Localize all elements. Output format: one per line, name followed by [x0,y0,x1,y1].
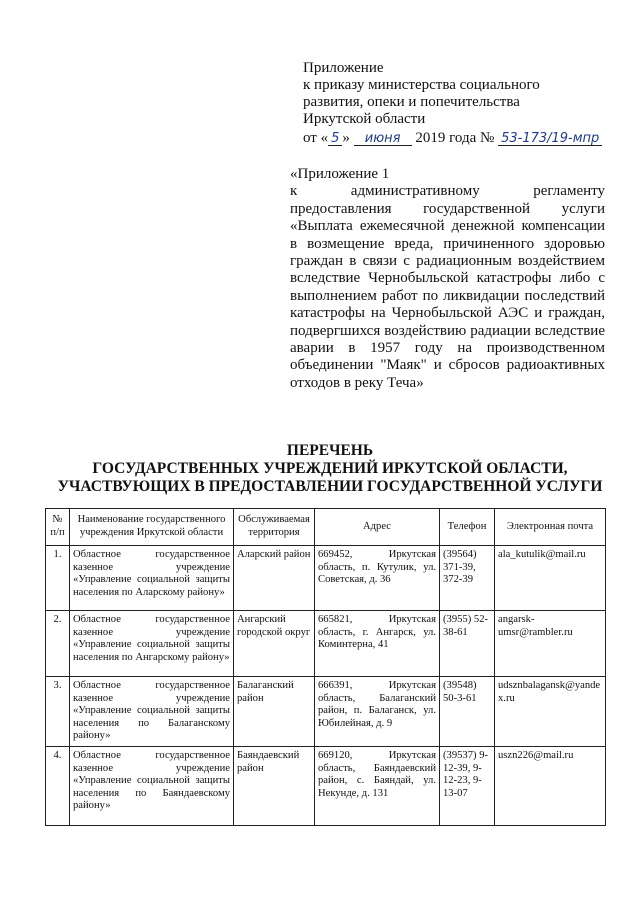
table-header-row [46,509,606,546]
appendix-line-4: Иркутской области [303,111,426,127]
appendix-line-2: к приказу министерства социального [303,77,540,93]
header-email: Электронная почта [495,509,606,546]
row-number: 2. [46,611,70,677]
appendix-line-3: развития, опеки и попечительства [303,94,520,110]
institution-name: Областное государственное казенное учреждение «Управление социальной защиты населения по Баяндаевскому району» [70,746,234,825]
institution-name: Областное государственное казенное учреждение «Управление социальной защиты населения по Аларскому району» [70,546,234,611]
territory: Балаганский район [234,677,315,747]
header-address: Адрес [315,509,440,546]
table-row [46,611,606,677]
appendix-block [303,60,603,147]
address: 669120, Иркутская область, Баяндаевский район, с. Баяндай, ул. Некунде, д. 131 [315,746,440,825]
address: 669452, Иркутская область, п. Кутулик, ул. Советская, д. 36 [315,546,440,611]
heading-line-3: УЧАСТВУЮЩИХ В ПРЕДОСТАВЛЕНИИ ГОСУДАРСТВЕННОЙ УСЛУГИ [57,478,603,495]
regulation-block [290,166,605,392]
row-number: 1. [46,546,70,611]
table-row [46,746,606,825]
date-sep: » [342,130,350,146]
list-heading [40,442,620,496]
email: ala_kutulik@mail.ru [495,546,606,611]
phone: (3955) 52-38-61 [440,611,495,677]
phone: (39537) 9-12-39, 9-12-23, 9-13-07 [440,746,495,825]
table-row [46,546,606,611]
date-prefix: от « [303,130,329,146]
phone: (39548) 50-3-61 [440,677,495,747]
header-number: № п/п [46,509,70,546]
address: 665821, Иркутская область, г. Ангарск, ул. Коминтерна, 41 [315,611,440,677]
territory: Баяндаевский район [234,746,315,825]
order-date-line [303,130,603,147]
institution-name: Областное государственное казенное учреждение «Управление социальной защиты населения по Балаганскому району» [70,677,234,747]
header-territory: Обслуживаемая территория [234,509,315,546]
header-phone: Телефон [440,509,495,546]
institutions-table [45,508,606,826]
institution-name: Областное государственное казенное учреждение «Управление социальной защиты населения по Ангарскому району» [70,611,234,677]
appendix-title: Приложение [303,60,384,76]
header-institution: Наименование государственного учреждения Иркутской области [70,509,234,546]
row-number: 4. [46,746,70,825]
territory: Ангарский городской округ [234,611,315,677]
regulation-text: к административному регламенту предоставления государственной услуги «Выплата ежемесячной денежной компенсации в возмещение вреда, причиненного здоровью граждан в связи с радиационным воздействием вследствие Чернобыльской катастрофы либо с выполнением работ по ликвидации последствий катастрофы на Чернобыльской АЭС и граждан, подвергшихся воздействию радиации вследствие аварии в 1957 году на производственном объединении "Маяк" и сбросов радиоактивных отходов в реку Теча» [290,183,605,391]
heading-line-1: ПЕРЕЧЕНЬ [286,442,374,459]
date-month: июня [354,132,412,146]
date-day: 5 [328,132,342,146]
regulation-title: «Приложение 1 [290,166,390,182]
order-number: 53-173/19-мпр [498,132,602,146]
phone: (39564) 371-39, 372-39 [440,546,495,611]
email: angarsk-umsr@rambler.ru [495,611,606,677]
email: udsznbalagansk@yandex.ru [495,677,606,747]
row-number: 3. [46,677,70,747]
email: uszn226@mail.ru [495,746,606,825]
heading-line-2: ГОСУДАРСТВЕННЫХ УЧРЕЖДЕНИЙ ИРКУТСКОЙ ОБЛАСТИ, [92,460,568,477]
address: 666391, Иркутская область, Балаганский район, п. Балаганск, ул. Юбилейная, д. 9 [315,677,440,747]
date-year: 2019 года № [415,130,495,146]
table-row [46,677,606,747]
territory: Аларский район [234,546,315,611]
